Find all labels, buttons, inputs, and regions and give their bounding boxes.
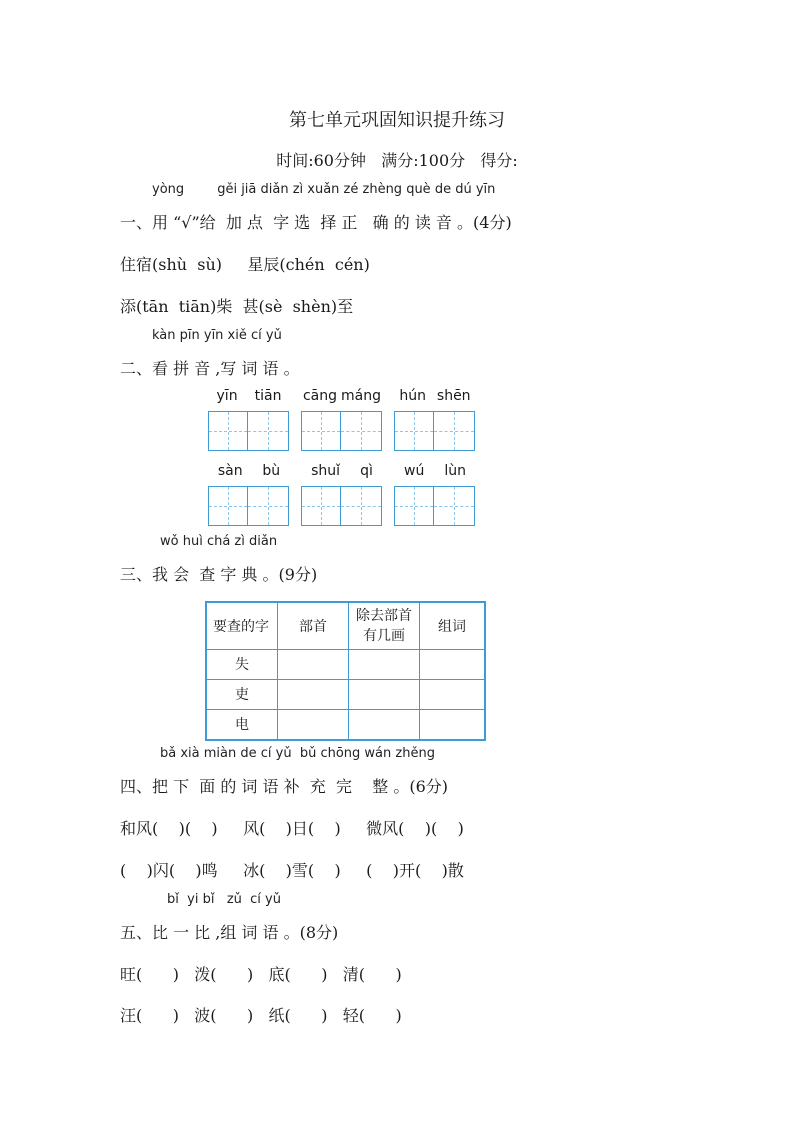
writing-cell[interactable] xyxy=(394,411,434,451)
q4-line1: 和风( )( ) 风( )日( ) 微风( )( ) xyxy=(120,819,464,838)
q4-heading: 四、把 下 面 的 词 语 补 充 完 整 。(6分) xyxy=(120,777,449,796)
answer-cell[interactable] xyxy=(420,709,486,740)
word-box[interactable] xyxy=(301,388,382,451)
lookup-char: 电 xyxy=(206,709,278,740)
table-header: 除去部首 有几画 xyxy=(349,602,420,649)
exam-info: 时间:60分钟 满分:100分 得分: xyxy=(276,151,518,170)
q3-heading: 三、我 会 查 字 典 。(9分) xyxy=(120,565,318,584)
table-header: 部首 xyxy=(278,602,349,649)
pinyin-syllable: shuǐ xyxy=(311,463,340,479)
q1-line2: 添(tān tiān)柴 甚(sè shèn)至 xyxy=(120,297,354,316)
table-header: 要查的字 xyxy=(206,602,278,649)
answer-cell[interactable] xyxy=(278,709,349,740)
word-box[interactable] xyxy=(208,463,289,526)
writing-cell[interactable] xyxy=(248,486,289,526)
answer-cell[interactable] xyxy=(278,649,349,679)
answer-cell[interactable] xyxy=(420,649,486,679)
pinyin-syllable: shēn xyxy=(436,388,471,404)
word-box[interactable] xyxy=(394,463,475,526)
writing-cell[interactable] xyxy=(394,486,434,526)
table-header: 组词 xyxy=(420,602,486,649)
q5-line2: 汪( ) 波( ) 纸( ) 轻( ) xyxy=(120,1006,402,1025)
q1-line1: 住宿(shù sù) 星辰(chén cén) xyxy=(120,255,370,274)
answer-cell[interactable] xyxy=(420,679,486,709)
word-box[interactable] xyxy=(208,388,289,451)
q5-pinyin: bǐ yi bǐ zǔ cí yǔ xyxy=(167,892,281,907)
pinyin-syllable: lùn xyxy=(444,463,466,479)
writing-cell[interactable] xyxy=(208,411,248,451)
writing-cell[interactable] xyxy=(301,411,341,451)
answer-cell[interactable] xyxy=(349,709,420,740)
answer-cell[interactable] xyxy=(349,649,420,679)
q5-line1: 旺( ) 泼( ) 底( ) 清( ) xyxy=(120,965,402,984)
lookup-char: 失 xyxy=(206,649,278,679)
q4-line2: ( )闪( )鸣 冰( )雪( ) ( )开( )散 xyxy=(120,861,464,880)
q4-pinyin: bǎ xià miàn de cí yǔ bǔ chōng wán zhěng xyxy=(160,746,435,761)
writing-cell[interactable] xyxy=(341,411,382,451)
q5-heading: 五、比 一 比 ,组 词 语 。(8分) xyxy=(120,923,339,942)
writing-cell[interactable] xyxy=(301,486,341,526)
q2-heading: 二、看 拼 音 ,写 词 语 。 xyxy=(120,359,300,378)
word-box[interactable] xyxy=(394,388,475,451)
q2-pinyin: kàn pīn yīn xiě cí yǔ xyxy=(152,328,282,343)
word-box[interactable] xyxy=(301,463,382,526)
pinyin-syllable: máng xyxy=(341,388,381,404)
q1-pinyin: yòng gěi jiā diǎn zì xuǎn zé zhèng què de dú yīn xyxy=(152,182,496,197)
writing-cell[interactable] xyxy=(248,411,289,451)
pinyin-syllable: bù xyxy=(262,463,281,479)
table-row xyxy=(206,709,485,740)
writing-cell[interactable] xyxy=(434,411,475,451)
lookup-char: 吏 xyxy=(206,679,278,709)
pinyin-syllable: yīn xyxy=(216,388,238,404)
answer-cell[interactable] xyxy=(278,679,349,709)
pinyin-syllable: hún xyxy=(399,388,427,404)
writing-cell[interactable] xyxy=(434,486,475,526)
table-row xyxy=(206,679,485,709)
q3-pinyin: wǒ huì chá zì diǎn xyxy=(160,534,278,549)
writing-cell[interactable] xyxy=(341,486,382,526)
q1-heading: 一、用 “√”给 加 点 字 选 择 正 确 的 读 音 。(4分) xyxy=(120,213,512,232)
pinyin-syllable: sàn xyxy=(217,463,243,479)
pinyin-syllable: wú xyxy=(404,463,425,479)
pinyin-syllable: qì xyxy=(360,463,373,479)
writing-cell[interactable] xyxy=(208,486,248,526)
table-row xyxy=(206,649,485,679)
answer-cell[interactable] xyxy=(349,679,420,709)
pinyin-syllable: cāng xyxy=(302,388,338,404)
dictionary-table xyxy=(205,601,486,741)
pinyin-syllable: tiān xyxy=(254,388,282,404)
page-title: 第七单元巩固知识提升练习 xyxy=(289,110,505,131)
